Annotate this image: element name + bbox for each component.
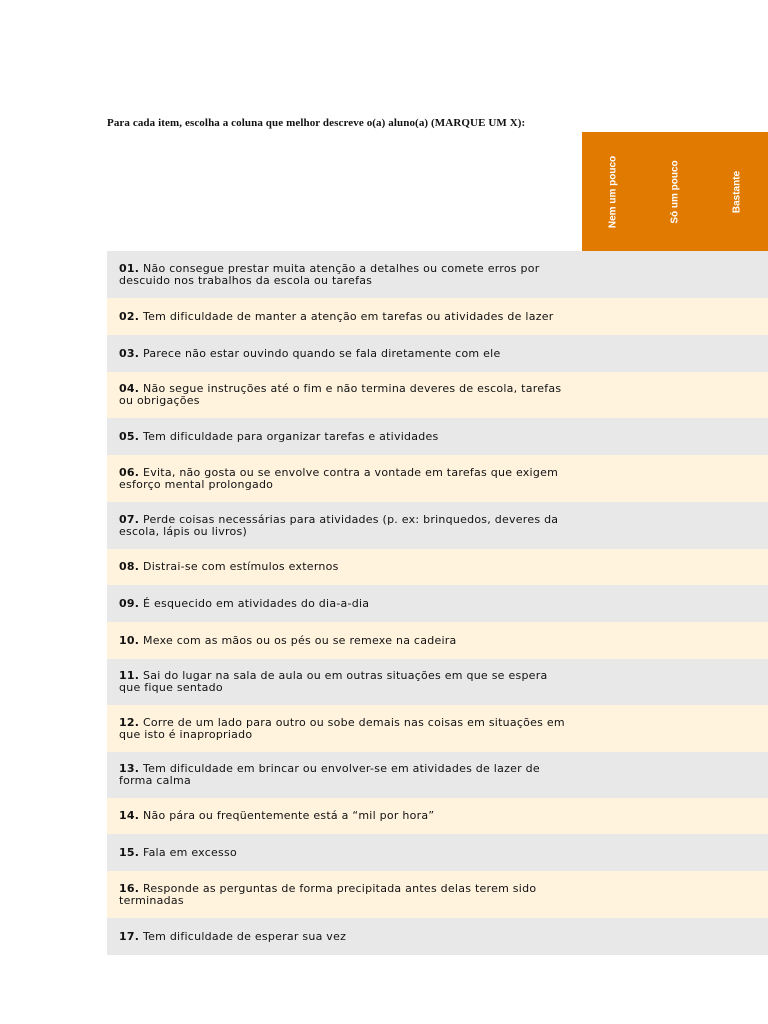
item-description: Distrai-se com estímulos externos (143, 560, 339, 573)
item-number: 15. (119, 845, 140, 859)
item-number: 10. (119, 633, 140, 647)
table-row (107, 622, 768, 659)
item-number: 11. (119, 669, 140, 682)
item-text (119, 810, 434, 822)
item-description: Não segue instruções até o fim e não termina deveres de escola, tarefas ou obrigações (119, 382, 562, 407)
table-row (107, 298, 768, 335)
item-number: 03. (119, 346, 140, 360)
item-text (119, 311, 554, 323)
item-text (119, 763, 568, 787)
item-text (119, 348, 500, 360)
item-description: Não pára ou freqüentemente está a “mil por hora” (143, 809, 435, 822)
table-row (107, 372, 768, 418)
item-description: É esquecido em atividades do dia-a-dia (143, 596, 370, 610)
column-header-band (582, 132, 768, 251)
item-text (119, 635, 457, 647)
item-number: 14. (119, 809, 140, 822)
item-number: 02. (119, 309, 140, 323)
item-description: Responde as perguntas de forma precipitada antes delas terem sido terminadas (119, 881, 537, 907)
column-label: Só um pouco (669, 160, 681, 224)
column-header-nem-um-pouco (582, 132, 644, 251)
column-header-bastante (706, 132, 768, 251)
table-row (107, 335, 768, 372)
item-description: Tem dificuldade para organizar tarefas e atividades (143, 429, 439, 443)
table-row (107, 752, 768, 798)
column-header-so-um-pouco (644, 132, 706, 251)
item-text (119, 598, 369, 610)
item-text (119, 670, 568, 694)
item-description: Corre de um lado para outro ou sobe demais nas coisas em situações em que isto é inapropriado (119, 715, 565, 741)
table-row (107, 585, 768, 622)
item-text (119, 514, 568, 538)
item-text (119, 717, 568, 741)
item-text (119, 883, 568, 907)
instruction-text: Para cada item, escolha a coluna que melhor descreve o(a) aluno(a) (MARQUE UM X): (107, 117, 526, 129)
item-text (119, 383, 568, 407)
item-description: Parece não estar ouvindo quando se fala diretamente com ele (143, 346, 501, 360)
table-row (107, 798, 768, 834)
table-row (107, 834, 768, 871)
item-number: 04. (119, 382, 140, 395)
item-text (119, 467, 568, 491)
item-number: 05. (119, 429, 140, 443)
table-row (107, 871, 768, 918)
column-label: Nem um pouco (607, 155, 619, 229)
item-text (119, 561, 339, 573)
item-description: Perde coisas necessárias para atividades (p. ex: brinquedos, deveres da escola, lápis ou livros) (119, 512, 559, 538)
item-description: Mexe com as mãos ou os pés ou se remexe na cadeira (143, 633, 457, 647)
item-number: 08. (119, 560, 140, 573)
item-number: 09. (119, 596, 140, 610)
item-number: 12. (119, 715, 140, 729)
item-number: 07. (119, 512, 140, 526)
item-text (119, 263, 568, 287)
table-row (107, 251, 768, 298)
table-row (107, 659, 768, 705)
item-number: 16. (119, 881, 140, 895)
table-row (107, 549, 768, 585)
questionnaire-table (107, 251, 768, 955)
item-description: Evita, não gosta ou se envolve contra a vontade em tarefas que exigem esforço mental prolongado (119, 465, 559, 491)
item-description: Tem dificuldade de manter a atenção em tarefas ou atividades de lazer (143, 309, 554, 323)
item-text (119, 931, 346, 943)
item-description: Fala em excesso (143, 845, 237, 859)
item-text (119, 431, 439, 443)
item-number: 06. (119, 465, 140, 479)
item-text (119, 847, 237, 859)
item-description: Sai do lugar na sala de aula ou em outras situações em que se espera que fique sentado (119, 669, 548, 694)
column-label: Bastante (731, 170, 743, 214)
item-description: Não consegue prestar muita atenção a detalhes ou comete erros por descuido nos trabalhos da escola ou tarefas (119, 261, 540, 287)
table-row (107, 418, 768, 455)
item-number: 01. (119, 261, 140, 275)
table-row (107, 918, 768, 955)
item-number: 17. (119, 929, 140, 943)
item-description: Tem dificuldade em brincar ou envolver-se em atividades de lazer de forma calma (119, 762, 540, 787)
item-number: 13. (119, 762, 140, 775)
item-description: Tem dificuldade de esperar sua vez (143, 929, 347, 943)
table-row (107, 705, 768, 752)
table-row (107, 455, 768, 502)
table-row (107, 502, 768, 549)
